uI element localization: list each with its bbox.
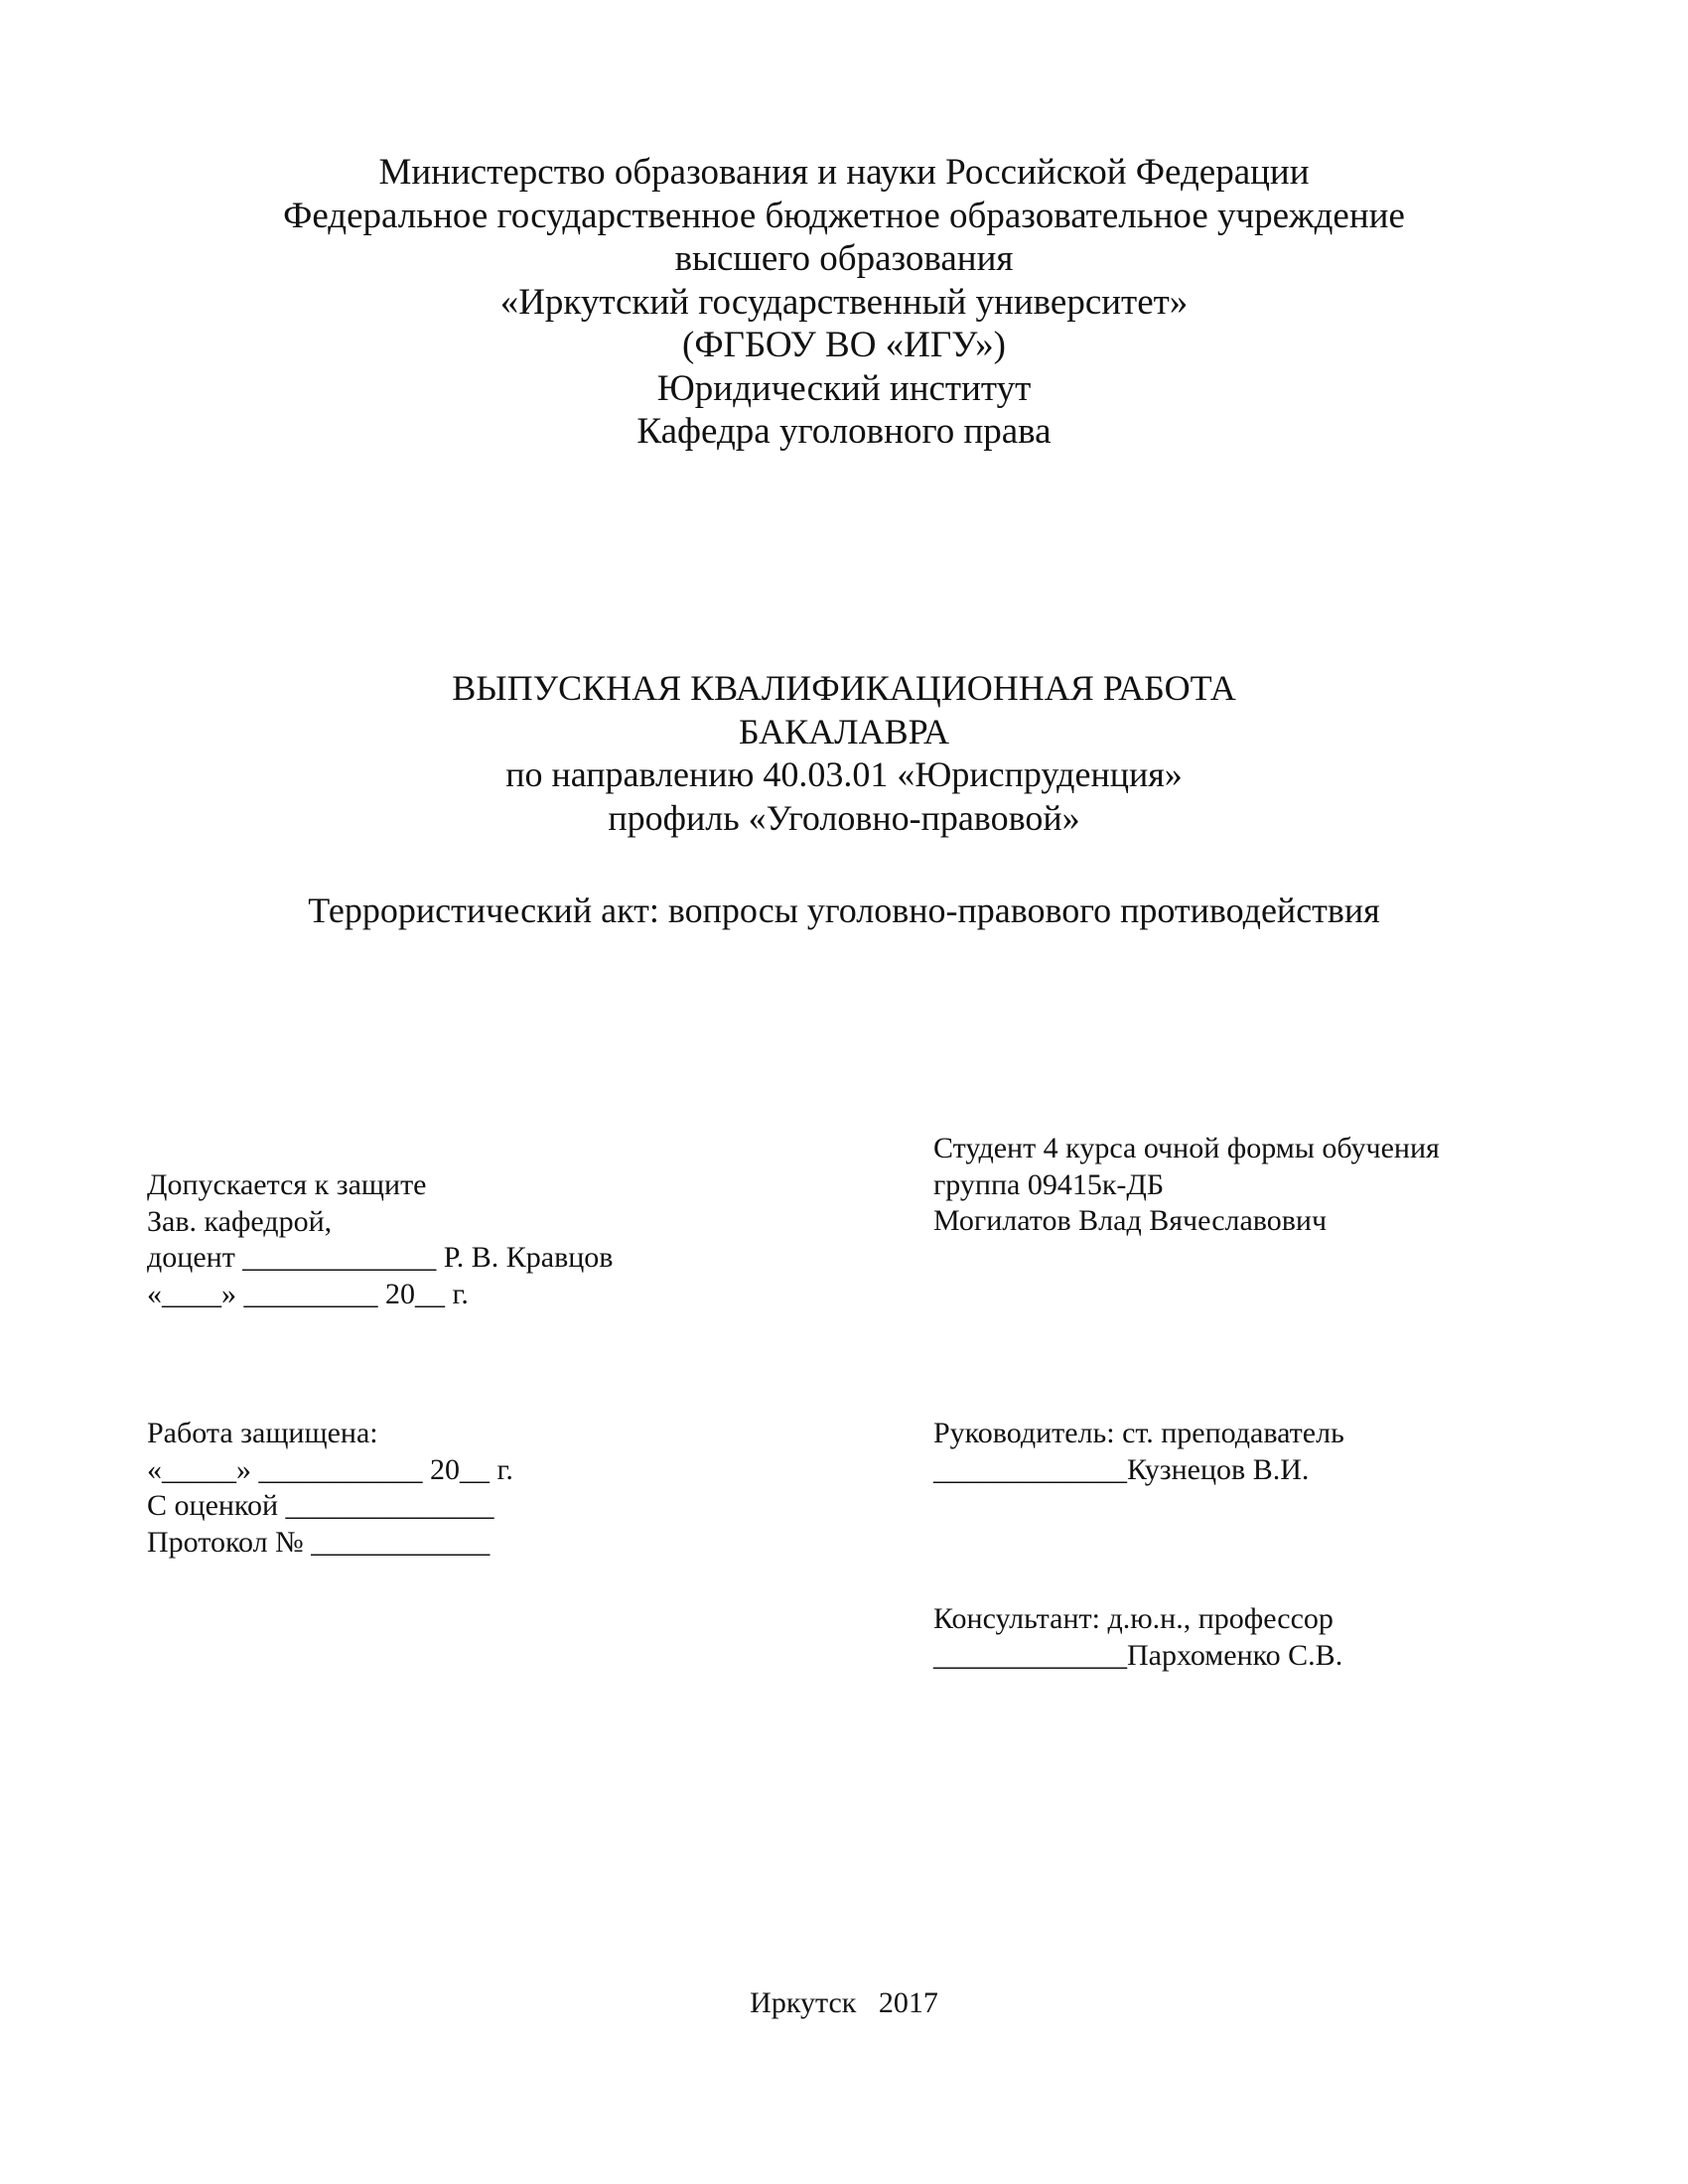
institute-name: Юридический институт <box>656 367 1032 409</box>
institution-header <box>0 151 1688 454</box>
admission-block <box>147 1167 613 1312</box>
department-name: Кафедра уголовного права <box>636 411 1052 452</box>
defense-heading: Работа защищена: <box>147 1417 378 1449</box>
supervisor-signature-line: _____________Кузнецов В.И. <box>933 1452 1310 1486</box>
city-year-footer: Иркутск 2017 <box>750 1986 938 2019</box>
supervisor-block <box>933 1416 1344 1488</box>
study-profile: профиль «Уголовно-правовой» <box>608 797 1080 838</box>
admission-head-of-department: Зав. кафедрой, <box>147 1204 333 1238</box>
ministry-name: Министерство образования и науки Российской Федерации <box>378 152 1310 193</box>
work-title-block <box>0 667 1688 840</box>
consultant-title: Консультант: д.ю.н., профессор <box>933 1602 1334 1635</box>
education-level: высшего образования <box>674 238 1014 279</box>
supervisor-title: Руководитель: ст. преподаватель <box>933 1417 1344 1449</box>
thesis-topic: Террористический акт: вопросы уголовно-правового противодействия <box>308 890 1380 930</box>
study-direction: по направлению 40.03.01 «Юриспруденция» <box>505 754 1183 794</box>
work-type-title: ВЫПУСКНАЯ КВАЛИФИКАЦИОННАЯ РАБОТА <box>452 668 1236 708</box>
admission-date-line: «____» _________ 20__ г. <box>147 1277 469 1310</box>
defense-protocol-line: Протокол № ____________ <box>147 1525 491 1559</box>
degree-title: БАКАЛАВРА <box>738 711 950 751</box>
defense-grade-line: С оценкой ______________ <box>147 1489 494 1522</box>
student-name: Могилатов Влад Вячеславович <box>933 1204 1328 1237</box>
consultant-block <box>933 1601 1342 1674</box>
defense-date-line: «_____» ___________ 20__ г. <box>147 1452 513 1486</box>
consultant-signature-line: _____________Пархоменко С.В. <box>933 1638 1343 1672</box>
university-abbreviation: (ФГБОУ ВО «ИГУ») <box>682 325 1006 365</box>
student-block <box>933 1131 1440 1240</box>
student-group: группа 09415к-ДБ <box>933 1167 1165 1201</box>
admission-heading: Допускается к защите <box>147 1168 427 1201</box>
student-course: Студент 4 курса очной формы обучения <box>933 1132 1440 1164</box>
institution-type: Федеральное государственное бюджетное образовательное учреждение <box>283 195 1405 236</box>
defense-block <box>147 1416 513 1561</box>
university-name: «Иркутский государственный университет» <box>499 281 1189 323</box>
admission-signature-line: доцент _____________ Р. В. Кравцов <box>147 1241 614 1274</box>
